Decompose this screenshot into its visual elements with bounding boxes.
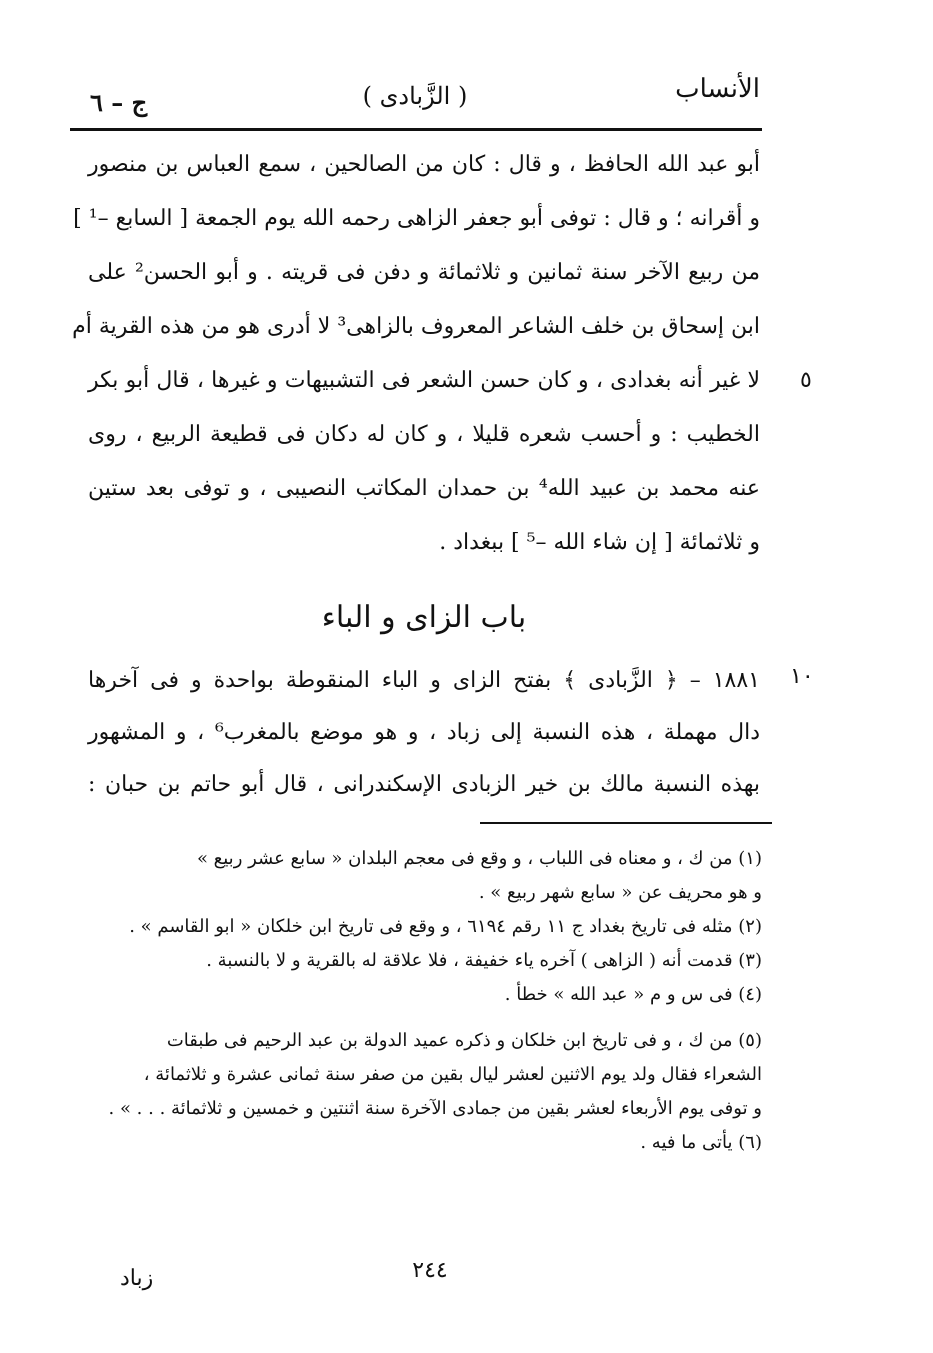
footnote-line: (٦) يأتى ما فيه . (640, 1132, 762, 1153)
footnote-line: (٥) من ك ، و فى تاريخ ابن خلكان و ذكره عميد الدولة بن عبد الرحيم فى طبقات (166, 1030, 762, 1051)
text-line: الخطيب : و أحسب شعره قليلا ، و كان له دكان فى قطيعة الربيع ، روى (88, 422, 760, 447)
footnote-line: و توفى يوم الأربعاء لعشر بقين من جمادى الآخرة سنة اثنتين و خمسين و ثلاثمائة . . . » . (108, 1098, 762, 1119)
footnote-line: (١) من ك ، و معناه فى اللباب ، و وقع فى معجم البلدان « سابع عشر ربيع » (196, 848, 762, 869)
text-line: و أقرانه ؛ و قال : توفى أبو جعفر الزاهى رحمه الله يوم الجمعة [ السابع –¹ ] (73, 206, 760, 231)
catchword: زباد (120, 1266, 154, 1291)
book-title: الأنساب (675, 74, 760, 104)
text-line: ابن إسحاق بن خلف الشاعر المعروف بالزاهى³ لا أدرى هو من هذه القرية أم (72, 314, 760, 339)
entry-paragraph (88, 655, 760, 811)
running-header (70, 70, 760, 120)
text-line: أبو عبد الله الحافظ ، و قال : كان من الصالحين ، سمع العباس بن منصور (88, 152, 760, 177)
line-number: ٥ (800, 368, 812, 393)
page-number: ٢٤٤ (412, 1258, 448, 1283)
footnotes (100, 842, 762, 1160)
volume-label: ج – ٦ (90, 88, 148, 117)
footnote-line: (٢) مثله فى تاريخ بغداد ج ١١ رقم ٦١٩٤ ، و وقع فى تاريخ ابن خلكان « ابو القاسم » . (129, 916, 762, 937)
footnote-line: (٤) فى س و م « عبد الله » خطأ . (504, 984, 762, 1005)
section-heading: باب الزاى و الباء (321, 600, 527, 635)
header-rule (70, 128, 762, 131)
line-number: ١٠ (790, 664, 814, 689)
page-footer (80, 1258, 780, 1298)
text-line: دال مهملة ، هذه النسبة إلى زباد ، و هو موضع بالمغرب⁶ ، و المشهور (88, 720, 761, 745)
text-line: ١٨٨١ – ﴿ الزَّبادى ﴾ بفتح الزاى و الباء المنقوطة بواحدة و فى آخرها (88, 668, 760, 693)
footnote-line: و هو محريف عن « سابع شهر ربيع » . (478, 882, 762, 903)
footnote-line: (٣) قدمت أنه ( الزاهى ) آخره ياء خفيفة ، فلا علاقة له بالقرية و لا بالنسبة . (206, 950, 762, 971)
footnote-line: الشعراء فقال ولد يوم الاثنين لعشر ليال بقين من صفر سنة ثمانى عشرة و ثلاثمائة ، (143, 1064, 762, 1085)
text-line: عنه محمد بن عبيد الله⁴ بن حمدان المكاتب النصيبى ، و توفى بعد ستين (88, 476, 760, 501)
text-line: بهذه النسبة مالك بن خير الزبادى الإسكندرانى ، قال أبو حاتم بن حبان : (88, 772, 760, 797)
footnote-rule (480, 822, 772, 824)
entry-title: ( الزَّبادى ) (362, 82, 468, 110)
text-line: لا غير أنه بغدادى ، و كان حسن الشعر فى التشبيهات و غيرها ، قال أبو بكر (88, 368, 760, 393)
body-paragraph (72, 138, 760, 570)
text-line: من ربيع الآخر سنة ثمانين و ثلاثمائة و دفن فى قريته . و أبو الحسن² على (88, 260, 760, 285)
text-line: و ثلاثمائة [ إن شاء الله –⁵ ] ببغداد . (439, 530, 760, 555)
